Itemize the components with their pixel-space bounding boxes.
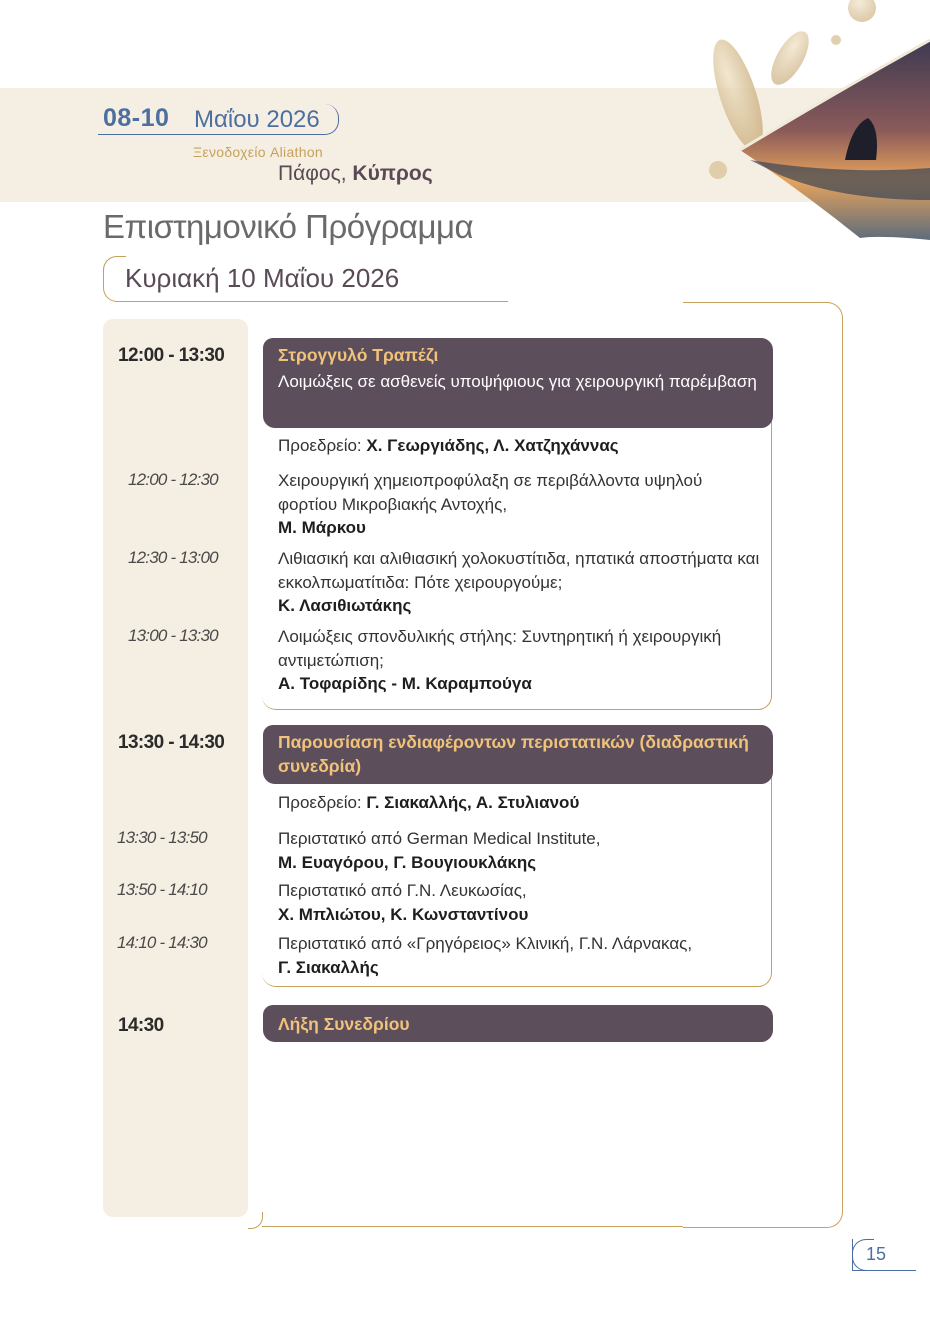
talk xyxy=(278,879,766,926)
talk-speaker: Χ. Μπλιώτου, Κ. Κωνσταντίνου xyxy=(278,904,529,924)
session-time: 14:30 xyxy=(118,1015,164,1036)
schedule-frame-bottom xyxy=(262,1226,683,1227)
time-column xyxy=(103,319,248,1217)
day-title: Κυριακή 10 Μαΐου 2026 xyxy=(125,263,400,293)
chair-label: Προεδρείο: xyxy=(278,793,367,812)
session-title: Λήξη Συνεδρίου xyxy=(278,1014,410,1034)
country: Κύπρος xyxy=(352,162,433,185)
talk xyxy=(278,547,766,618)
city: Πάφος, xyxy=(278,162,353,185)
talk-speaker: Κ. Λασιθιωτάκης xyxy=(278,596,412,615)
talk-time: 12:00 - 12:30 xyxy=(128,470,218,489)
talk-time: 12:30 - 13:00 xyxy=(128,548,218,567)
session-header xyxy=(263,725,773,784)
chair-names: Χ. Γεωργιάδης, Λ. Χατζηχάννας xyxy=(366,436,619,455)
location xyxy=(278,162,433,186)
page-number: 15 xyxy=(866,1244,887,1264)
talk xyxy=(278,827,766,874)
session-time: 13:30 - 14:30 xyxy=(118,732,225,753)
session-header xyxy=(263,338,773,428)
talk-title: Χειρουργική χημειοπροφύλαξη σε περιβάλλοντα υψηλού φορτίου Μικροβιακής Αντοχής, xyxy=(278,471,703,514)
session-title: Παρουσίαση ενδιαφέροντων περιστατικών (διαδραστική συνεδρία) xyxy=(278,732,749,776)
chair-names: Γ. Σιακαλλής, Α. Στυλιανού xyxy=(366,793,580,812)
session-subtitle: Λοιμώξεις σε ασθενείς υποψήφιους για χειρουργική παρέμβαση xyxy=(278,372,757,391)
session-chairs xyxy=(278,434,766,458)
talk-title: Περιστατικό από German Medical Institute, xyxy=(278,829,601,848)
venue-name: Ξενοδοχείο Aliathon xyxy=(193,144,323,160)
talk-time: 13:50 - 14:10 xyxy=(117,880,207,899)
talk-title: Λιθιασική και αλιθιασική χολοκυστίτιδα, ηπατικά αποστήματα και εκκολπωματίτιδα: Πότε χειρουργούμε; xyxy=(278,549,760,592)
session-title: Στρογγυλό Τραπέζι xyxy=(278,345,439,365)
talk-speaker: Α. Τοφαρίδης - Μ. Καραμπούγα xyxy=(278,674,532,693)
talk xyxy=(278,469,766,540)
talk-speaker: Μ. Ευαγόρου, Γ. Βουγιουκλάκης xyxy=(278,852,537,872)
decorative-header-art xyxy=(640,0,930,240)
talk-title: Περιστατικό από Γ.Ν. Λευκωσίας, xyxy=(278,881,527,900)
session-header xyxy=(263,1005,773,1042)
date-month: Μαΐου 2026 xyxy=(194,106,320,133)
session-time: 12:00 - 13:30 xyxy=(118,345,225,366)
talk xyxy=(278,932,766,979)
date-range: 08-10 xyxy=(103,104,170,132)
session-chairs xyxy=(278,791,766,815)
talk-time: 14:10 - 14:30 xyxy=(117,933,207,952)
chair-label: Προεδρείο: xyxy=(278,436,367,455)
talk-title: Λοιμώξεις σπονδυλικής στήλης: Συντηρητική ή χειρουργική αντιμετώπιση; xyxy=(278,627,722,670)
talk-speaker: Μ. Μάρκου xyxy=(278,518,366,537)
talk-time: 13:00 - 13:30 xyxy=(128,626,218,645)
talk xyxy=(278,625,766,696)
schedule-frame-corner xyxy=(248,1212,263,1229)
talk-title: Περιστατικό από «Γρηγόρειος» Κλινική, Γ.Ν. Λάρνακας, xyxy=(278,934,693,953)
talk-speaker: Γ. Σιακαλλής xyxy=(278,957,379,977)
talk-time: 13:30 - 13:50 xyxy=(117,828,207,847)
program-title: Επιστημονικό Πρόγραμμα xyxy=(103,208,474,245)
